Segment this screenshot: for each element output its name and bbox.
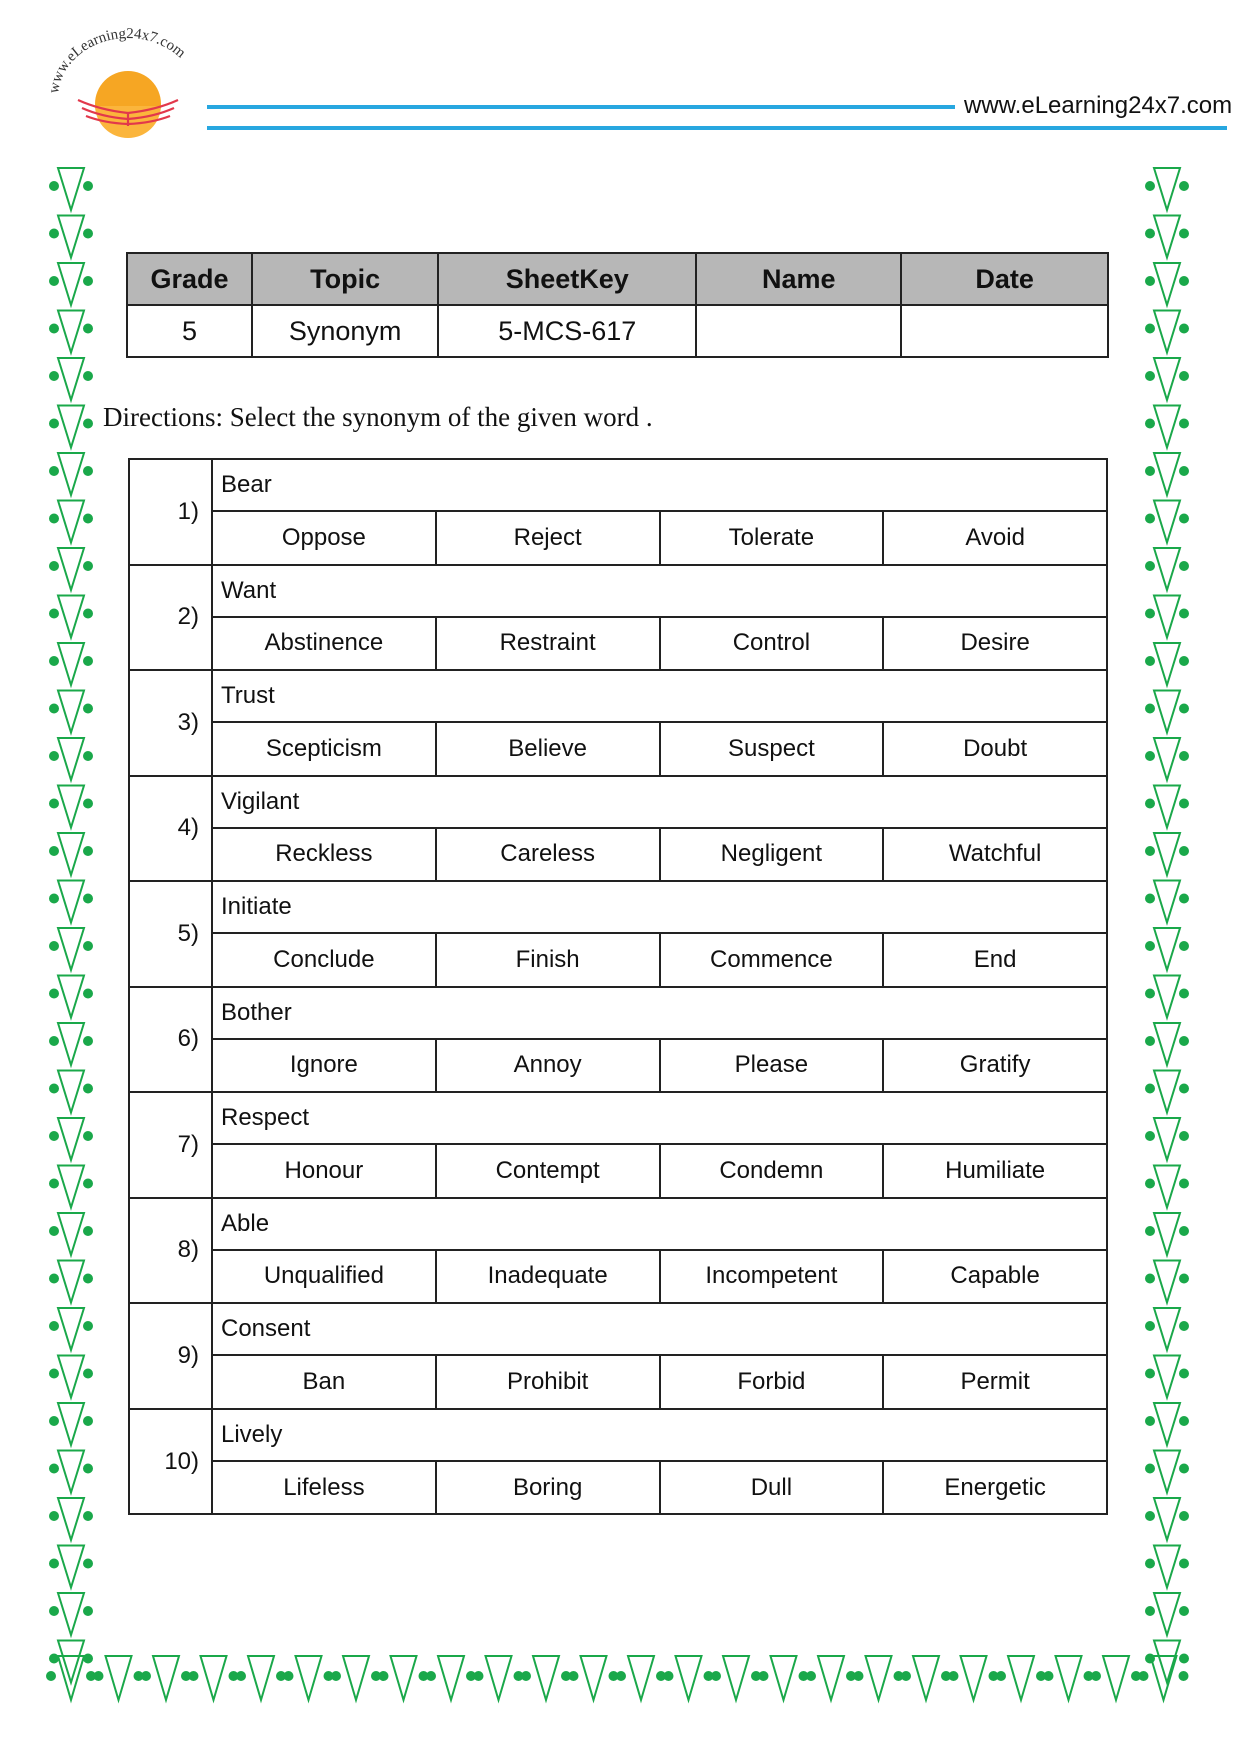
- question-body: [213, 777, 1106, 881]
- question-word: Trust: [213, 671, 1106, 723]
- question-word: Able: [213, 1199, 1106, 1251]
- decorative-border-left: [44, 164, 102, 1688]
- border-motif: [49, 1213, 93, 1255]
- border-motif: [1145, 406, 1189, 448]
- elearning-logo: [40, 18, 215, 148]
- answer-option[interactable]: Unqualified: [213, 1251, 437, 1303]
- question-body: [213, 671, 1106, 775]
- question-row: [130, 882, 1106, 988]
- border-motif: [94, 1656, 144, 1700]
- border-motif: [141, 1656, 191, 1700]
- question-body: [213, 988, 1106, 1092]
- border-motif: [49, 643, 93, 685]
- answer-option[interactable]: Reckless: [213, 829, 437, 881]
- border-motif: [1145, 643, 1189, 685]
- border-motif: [1145, 833, 1189, 875]
- question-number: 8): [130, 1199, 213, 1303]
- border-motif: [1145, 1118, 1189, 1160]
- topic-value: Synonym: [252, 305, 438, 357]
- question-row: [130, 1199, 1106, 1305]
- question-number: 5): [130, 882, 213, 986]
- border-motif: [189, 1656, 239, 1700]
- border-motif: [474, 1656, 524, 1700]
- border-motif: [1091, 1656, 1141, 1700]
- border-motif: [949, 1656, 999, 1700]
- question-row: [130, 777, 1106, 883]
- sheetkey-header: SheetKey: [438, 253, 696, 305]
- border-motif: [49, 1261, 93, 1303]
- border-motif: [49, 216, 93, 258]
- topic-header: Topic: [252, 253, 438, 305]
- border-motif: [1145, 1213, 1189, 1255]
- border-motif: [49, 928, 93, 970]
- border-motif: [49, 358, 93, 400]
- border-motif: [1145, 1356, 1189, 1398]
- border-motif: [1145, 786, 1189, 828]
- answer-option[interactable]: Scepticism: [213, 723, 437, 775]
- border-motif: [1145, 1308, 1189, 1350]
- question-number: 2): [130, 566, 213, 670]
- question-body: [213, 1093, 1106, 1197]
- border-motif: [1145, 1071, 1189, 1113]
- question-body: [213, 1199, 1106, 1303]
- border-motif: [49, 1403, 93, 1445]
- border-motif: [49, 168, 93, 210]
- answer-option[interactable]: Gratify: [959, 1051, 1031, 1079]
- sheetkey-value: 5-MCS-617: [438, 305, 696, 357]
- border-motif: [1044, 1656, 1094, 1700]
- border-motif: [49, 501, 93, 543]
- border-motif: [1145, 928, 1189, 970]
- border-motif: [49, 1498, 93, 1540]
- border-motif: [49, 1118, 93, 1160]
- border-motif: [806, 1656, 856, 1700]
- answer-option[interactable]: Inadequate: [437, 1251, 661, 1303]
- border-motif: [1145, 1023, 1189, 1065]
- border-motif: [49, 691, 93, 733]
- border-motif: [1145, 596, 1189, 638]
- question-word: Initiate: [213, 882, 1106, 934]
- date-field[interactable]: [901, 305, 1108, 357]
- border-motif: [1145, 501, 1189, 543]
- border-motif: [49, 263, 93, 305]
- border-motif: [1145, 1261, 1189, 1303]
- answer-option[interactable]: Ignore: [213, 1040, 437, 1092]
- answer-options: [213, 1356, 1106, 1408]
- answer-option[interactable]: Doubt: [963, 734, 1028, 762]
- answer-options: [213, 1462, 1106, 1516]
- answer-option[interactable]: Please: [661, 1040, 885, 1092]
- answer-option[interactable]: Prohibit: [437, 1356, 661, 1408]
- border-motif: [1145, 691, 1189, 733]
- answer-option[interactable]: Commence: [661, 934, 885, 986]
- question-number: 7): [130, 1093, 213, 1197]
- question-number: 6): [130, 988, 213, 1092]
- question-body: [213, 566, 1106, 670]
- question-row: [130, 671, 1106, 777]
- border-motif: [854, 1656, 904, 1700]
- border-motif: [49, 453, 93, 495]
- border-motif: [521, 1656, 571, 1700]
- border-motif: [49, 786, 93, 828]
- border-motif: [49, 1071, 93, 1113]
- border-motif: [49, 311, 93, 353]
- border-motif: [1145, 358, 1189, 400]
- header-rule-top: [207, 105, 955, 109]
- answer-option[interactable]: Condemn: [661, 1145, 885, 1197]
- question-word: Bear: [213, 460, 1106, 512]
- answer-option[interactable]: Restraint: [437, 618, 661, 670]
- logo-text: www.eLearning24x7.com: [46, 25, 189, 95]
- answer-options: [213, 723, 1106, 775]
- answer-options: [213, 618, 1106, 670]
- question-word: Consent: [213, 1304, 1106, 1356]
- border-motif: [49, 1023, 93, 1065]
- site-url: www.eLearning24x7.com: [964, 92, 1233, 119]
- border-motif: [426, 1656, 476, 1700]
- answer-option[interactable]: Abstinence: [213, 618, 437, 670]
- answer-option[interactable]: Incompetent: [661, 1251, 885, 1303]
- border-motif: [1145, 738, 1189, 780]
- questions-table: [128, 458, 1108, 1515]
- answer-option[interactable]: Avoid: [965, 523, 1025, 551]
- border-motif: [616, 1656, 666, 1700]
- border-motif: [1145, 263, 1189, 305]
- answer-option[interactable]: Tolerate: [661, 512, 885, 564]
- border-motif: [49, 833, 93, 875]
- answer-option[interactable]: Lifeless: [213, 1462, 437, 1516]
- border-motif: [49, 1166, 93, 1208]
- question-row: [130, 1093, 1106, 1199]
- question-number: 4): [130, 777, 213, 881]
- border-motif: [49, 881, 93, 923]
- worksheet-info-table: [126, 252, 1109, 358]
- answer-options: [213, 1040, 1106, 1092]
- question-row: [130, 1304, 1106, 1410]
- border-motif: [1145, 216, 1189, 258]
- answer-option[interactable]: Humiliate: [945, 1156, 1046, 1184]
- border-motif: [1145, 453, 1189, 495]
- answer-option[interactable]: Control: [661, 618, 885, 670]
- border-motif: [1145, 1498, 1189, 1540]
- border-motif: [379, 1656, 429, 1700]
- question-word: Bother: [213, 988, 1106, 1040]
- question-row: [130, 988, 1106, 1094]
- date-header: Date: [901, 253, 1108, 305]
- border-motif: [1145, 1166, 1189, 1208]
- answer-options: [213, 934, 1106, 986]
- name-header: Name: [696, 253, 901, 305]
- border-motif: [664, 1656, 714, 1700]
- answer-options: [213, 829, 1106, 881]
- border-motif: [569, 1656, 619, 1700]
- answer-options: [213, 1251, 1106, 1303]
- border-motif: [1145, 1403, 1189, 1445]
- border-motif: [996, 1656, 1046, 1700]
- border-motif: [711, 1656, 761, 1700]
- decorative-border-right: [1140, 164, 1198, 1688]
- border-motif: [331, 1656, 381, 1700]
- answer-options: [213, 512, 1106, 564]
- decorative-border-bottom: [44, 1648, 1198, 1704]
- border-motif: [901, 1656, 951, 1700]
- grade-value: 5: [127, 305, 252, 357]
- question-row: [130, 1410, 1106, 1516]
- answer-option[interactable]: Boring: [437, 1462, 661, 1516]
- border-motif: [759, 1656, 809, 1700]
- border-motif: [49, 976, 93, 1018]
- border-motif: [1139, 1656, 1189, 1700]
- border-motif: [49, 1593, 93, 1635]
- answer-option[interactable]: Ban: [213, 1356, 437, 1408]
- border-motif: [1145, 881, 1189, 923]
- answer-option[interactable]: Permit: [960, 1367, 1030, 1395]
- directions-text: Directions: Select the synonym of the given word .: [103, 402, 653, 432]
- grade-header: Grade: [127, 253, 252, 305]
- answer-option[interactable]: Energetic: [944, 1474, 1046, 1502]
- border-motif: [1145, 976, 1189, 1018]
- answer-options: [213, 1145, 1106, 1197]
- answer-option[interactable]: Suspect: [661, 723, 885, 775]
- border-motif: [1145, 1546, 1189, 1588]
- border-motif: [49, 406, 93, 448]
- question-word: Respect: [213, 1093, 1106, 1145]
- header-rule-bottom: [207, 126, 1227, 130]
- answer-option[interactable]: Honour: [213, 1145, 437, 1197]
- answer-option[interactable]: Dull: [661, 1462, 885, 1516]
- answer-option[interactable]: Annoy: [437, 1040, 661, 1092]
- question-word: Vigilant: [213, 777, 1106, 829]
- answer-option[interactable]: Forbid: [661, 1356, 885, 1408]
- answer-option[interactable]: Finish: [437, 934, 661, 986]
- border-motif: [1145, 1593, 1189, 1635]
- answer-option[interactable]: Oppose: [213, 512, 437, 564]
- border-motif: [49, 1356, 93, 1398]
- answer-option[interactable]: Capable: [950, 1262, 1040, 1290]
- border-motif: [1145, 548, 1189, 590]
- border-motif: [49, 596, 93, 638]
- border-motif: [49, 1546, 93, 1588]
- border-motif: [49, 1308, 93, 1350]
- answer-option[interactable]: End: [973, 945, 1017, 973]
- border-motif: [284, 1656, 334, 1700]
- border-motif: [49, 1451, 93, 1493]
- question-number: 3): [130, 671, 213, 775]
- answer-option[interactable]: Desire: [960, 629, 1030, 657]
- name-field[interactable]: [696, 305, 901, 357]
- border-motif: [49, 548, 93, 590]
- border-motif: [49, 738, 93, 780]
- question-body: [213, 1304, 1106, 1408]
- question-word: Lively: [213, 1410, 1106, 1462]
- question-word: Want: [213, 566, 1106, 618]
- question-body: [213, 1410, 1106, 1516]
- border-motif: [1145, 168, 1189, 210]
- answer-option[interactable]: Careless: [437, 829, 661, 881]
- question-body: [213, 460, 1106, 564]
- answer-option[interactable]: Reject: [437, 512, 661, 564]
- answer-option[interactable]: Believe: [437, 723, 661, 775]
- border-motif: [236, 1656, 286, 1700]
- question-row: [130, 566, 1106, 672]
- question-body: [213, 882, 1106, 986]
- border-motif: [1145, 1451, 1189, 1493]
- answer-option[interactable]: Contempt: [437, 1145, 661, 1197]
- question-row: [130, 460, 1106, 566]
- border-motif: [1145, 311, 1189, 353]
- border-motif: [46, 1656, 96, 1700]
- answer-option[interactable]: Watchful: [948, 840, 1042, 868]
- question-number: 1): [130, 460, 213, 564]
- question-number: 10): [130, 1410, 213, 1516]
- answer-option[interactable]: Conclude: [213, 934, 437, 986]
- answer-option[interactable]: Negligent: [661, 829, 885, 881]
- question-number: 9): [130, 1304, 213, 1408]
